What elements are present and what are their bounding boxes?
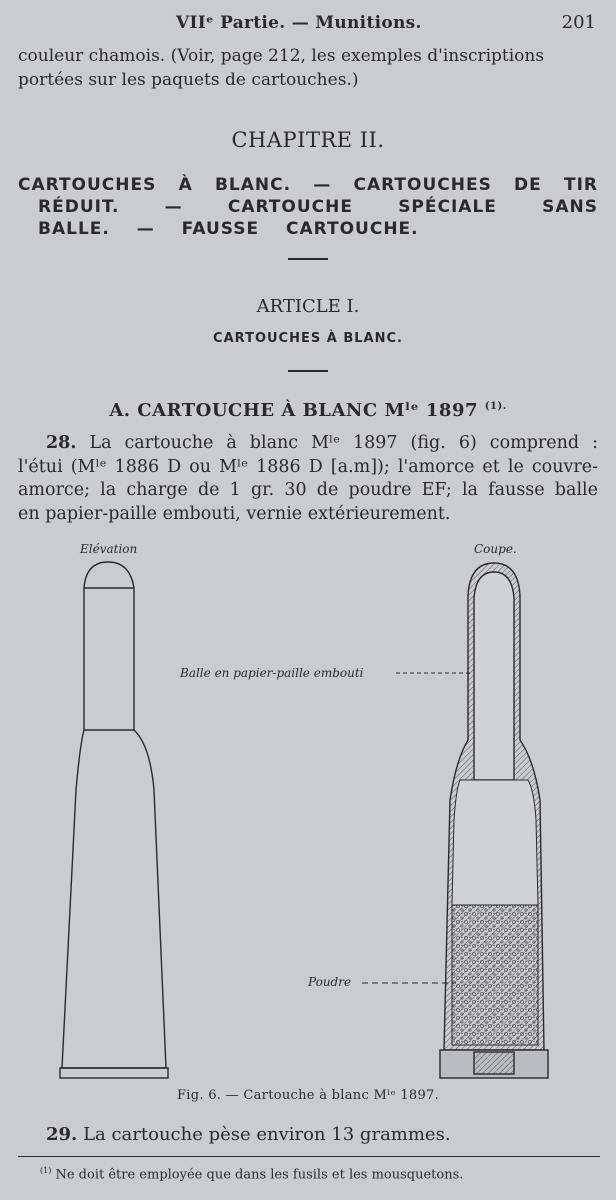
article-title: ARTICLE I. xyxy=(256,296,360,317)
running-head-title: VIIᵉ Partie. — Munitions. xyxy=(176,13,422,33)
continuation-line-1: couleur chamois. (Voir, page 212, les exemples d'inscriptions xyxy=(18,46,545,66)
label-elevation: Elévation xyxy=(80,542,138,556)
continuation-line-2: portées sur les paquets de cartouches.) xyxy=(18,70,359,90)
article-subtitle: CARTOUCHES À BLANC. xyxy=(213,331,403,346)
chapter-heading xyxy=(18,174,598,240)
footnote-rule xyxy=(18,1156,600,1157)
continuation-paragraph xyxy=(18,44,598,92)
running-head xyxy=(0,10,616,38)
chapter-title: CHAPITRE II. xyxy=(231,128,385,152)
chapter-heading-line: RÉDUIT. — CARTOUCHE SPÉCIALE SANS xyxy=(38,197,598,217)
paragraph-number: 28. xyxy=(46,433,77,453)
paragraph-29 xyxy=(46,1124,451,1145)
paragraph-line: en papier-paille embouti, vernie extérieurement. xyxy=(18,503,451,524)
page-number: 201 xyxy=(561,12,596,33)
cartridge-figure xyxy=(0,535,616,1095)
chapter-heading-line: CARTOUCHES À BLANC. — CARTOUCHES DE TIR xyxy=(18,175,598,195)
section-title: A. CARTOUCHE À BLANC Mˡᵉ 1897 xyxy=(109,400,478,421)
paragraph-line xyxy=(18,432,598,456)
cartridge-elevation xyxy=(60,562,168,1078)
cartridge-section xyxy=(440,563,548,1078)
label-balle: Balle en papier-paille embouti xyxy=(180,666,364,680)
footnote-ref: (1). xyxy=(484,401,507,412)
label-coupe: Coupe. xyxy=(474,542,517,556)
divider-rule xyxy=(288,370,328,372)
divider-rule xyxy=(288,258,328,260)
chapter-heading-line: BALLE. — FAUSSE CARTOUCHE. xyxy=(38,219,419,239)
footnote xyxy=(40,1166,463,1182)
footnote-text: Ne doit être employée que dans les fusils et les mousquetons. xyxy=(55,1167,464,1183)
paragraph-number: 29. xyxy=(46,1124,78,1145)
paragraph-line: amorce; la charge de 1 gr. 30 de poudre EF; la fausse balle xyxy=(18,480,598,500)
label-poudre: Poudre xyxy=(308,975,352,989)
paragraph-text: La cartouche à blanc Mˡᵉ 1897 (fig. 6) comprend : xyxy=(89,433,598,453)
paragraph-line: l'étui (Mˡᵉ 1886 D ou Mˡᵉ 1886 D [a.m]); l'amorce et le couvre- xyxy=(18,456,598,477)
section-heading xyxy=(0,400,616,421)
footnote-marker: (1) xyxy=(40,1166,52,1175)
paragraph-28 xyxy=(18,432,598,526)
figure-caption: Fig. 6. — Cartouche à blanc Mˡᵉ 1897. xyxy=(176,1088,440,1103)
paragraph-text: La cartouche pèse environ 13 grammes. xyxy=(83,1124,451,1145)
